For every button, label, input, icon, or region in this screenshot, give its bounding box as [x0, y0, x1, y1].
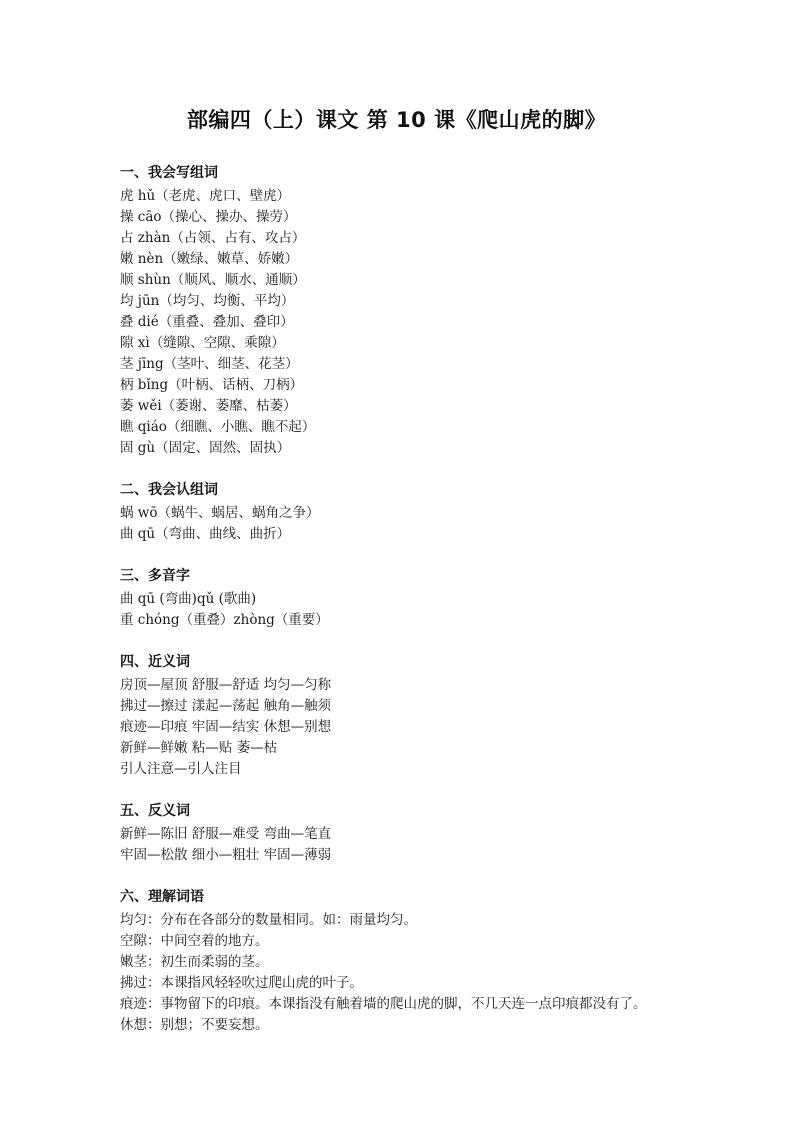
synonym-line: 痕迹—印痕 牢固—结实 休想—别想 — [120, 719, 332, 735]
synonym-line: 新鲜—鲜嫩 粘—贴 萎—枯 — [120, 740, 278, 756]
word-entry: 茎 jīng（茎叶、细茎、花茎） — [120, 356, 299, 372]
polyphone-entry: 曲 qū (弯曲)qǔ (歌曲) — [120, 591, 257, 607]
synonym-line: 引人注意—引人注目 — [120, 761, 242, 777]
definition-line: 嫩茎：初生而柔弱的茎。 — [120, 954, 269, 970]
word-entry: 虎 hǔ（老虎、虎口、壁虎） — [120, 188, 291, 204]
word-entry: 瞧 qiáo（细瞧、小瞧、瞧不起） — [120, 419, 316, 435]
word-entry: 固 gù（固定、固然、固执） — [120, 440, 291, 456]
word-entry: 占 zhàn（占领、占有、攻占） — [120, 230, 306, 246]
section-polyphones — [120, 566, 760, 631]
definition-line: 痕迹：事物留下的印痕。本课指没有触着墙的爬山虎的脚，不几天连一点印痕都没有了。 — [120, 996, 647, 1012]
word-entry: 曲 qū（弯曲、曲线、曲折） — [120, 526, 291, 542]
section-heading: 三、多音字 — [120, 568, 190, 584]
polyphone-entry: 重 chóng（重叠）zhòng（重要） — [120, 612, 329, 628]
word-entry: 隙 xì（缝隙、空隙、乘隙） — [120, 335, 285, 351]
word-entry: 叠 dié（重叠、叠加、叠印） — [120, 314, 294, 330]
word-entry: 嫩 nèn（嫩绿、嫩草、娇嫩） — [120, 251, 299, 267]
word-entry: 柄 bǐng（叶柄、话柄、刀柄） — [120, 377, 304, 393]
word-entry: 操 cāo（操心、操办、操劳） — [120, 209, 297, 225]
section-write-words — [120, 163, 760, 459]
section-heading: 一、我会写组词 — [120, 165, 218, 181]
document-title: 部编四（上）课文 第 10 课《爬山虎的脚》 — [186, 108, 607, 132]
section-word-meanings — [120, 887, 760, 1036]
definition-line: 拂过：本课指风轻轻吹过爬山虎的叶子。 — [120, 975, 363, 991]
antonym-line: 新鲜—陈旧 舒服—难受 弯曲—笔直 — [120, 826, 332, 842]
section-heading: 六、理解词语 — [120, 889, 204, 905]
word-entry: 均 jūn（均匀、均衡、平均） — [120, 293, 295, 309]
definition-line: 空隙：中间空着的地方。 — [120, 933, 269, 949]
word-entry: 顺 shùn（顺风、顺水、通顺） — [120, 272, 306, 288]
synonym-line: 房顶—屋顶 舒服—舒适 均匀—匀称 — [120, 677, 332, 693]
definition-line: 均匀：分布在各部分的数量相同。如：雨量均匀。 — [120, 912, 417, 928]
section-heading: 五、反义词 — [120, 803, 190, 819]
antonym-line: 牢固—松散 细小—粗壮 牢固—薄弱 — [120, 847, 332, 863]
synonym-line: 拂过—擦过 漾起—荡起 触角—触须 — [120, 698, 332, 714]
definition-line: 休想：别想；不要妄想。 — [120, 1017, 269, 1033]
section-heading: 二、我会认组词 — [120, 482, 218, 498]
section-antonyms — [120, 801, 760, 866]
word-entry: 萎 wěi（萎谢、萎靡、枯萎） — [120, 398, 297, 414]
section-synonyms — [120, 652, 760, 780]
section-recognize-words — [120, 480, 760, 545]
section-heading: 四、近义词 — [120, 654, 190, 670]
document-body — [120, 163, 760, 1057]
word-entry: 蜗 wō（蜗牛、蜗居、蜗角之争） — [120, 505, 320, 521]
